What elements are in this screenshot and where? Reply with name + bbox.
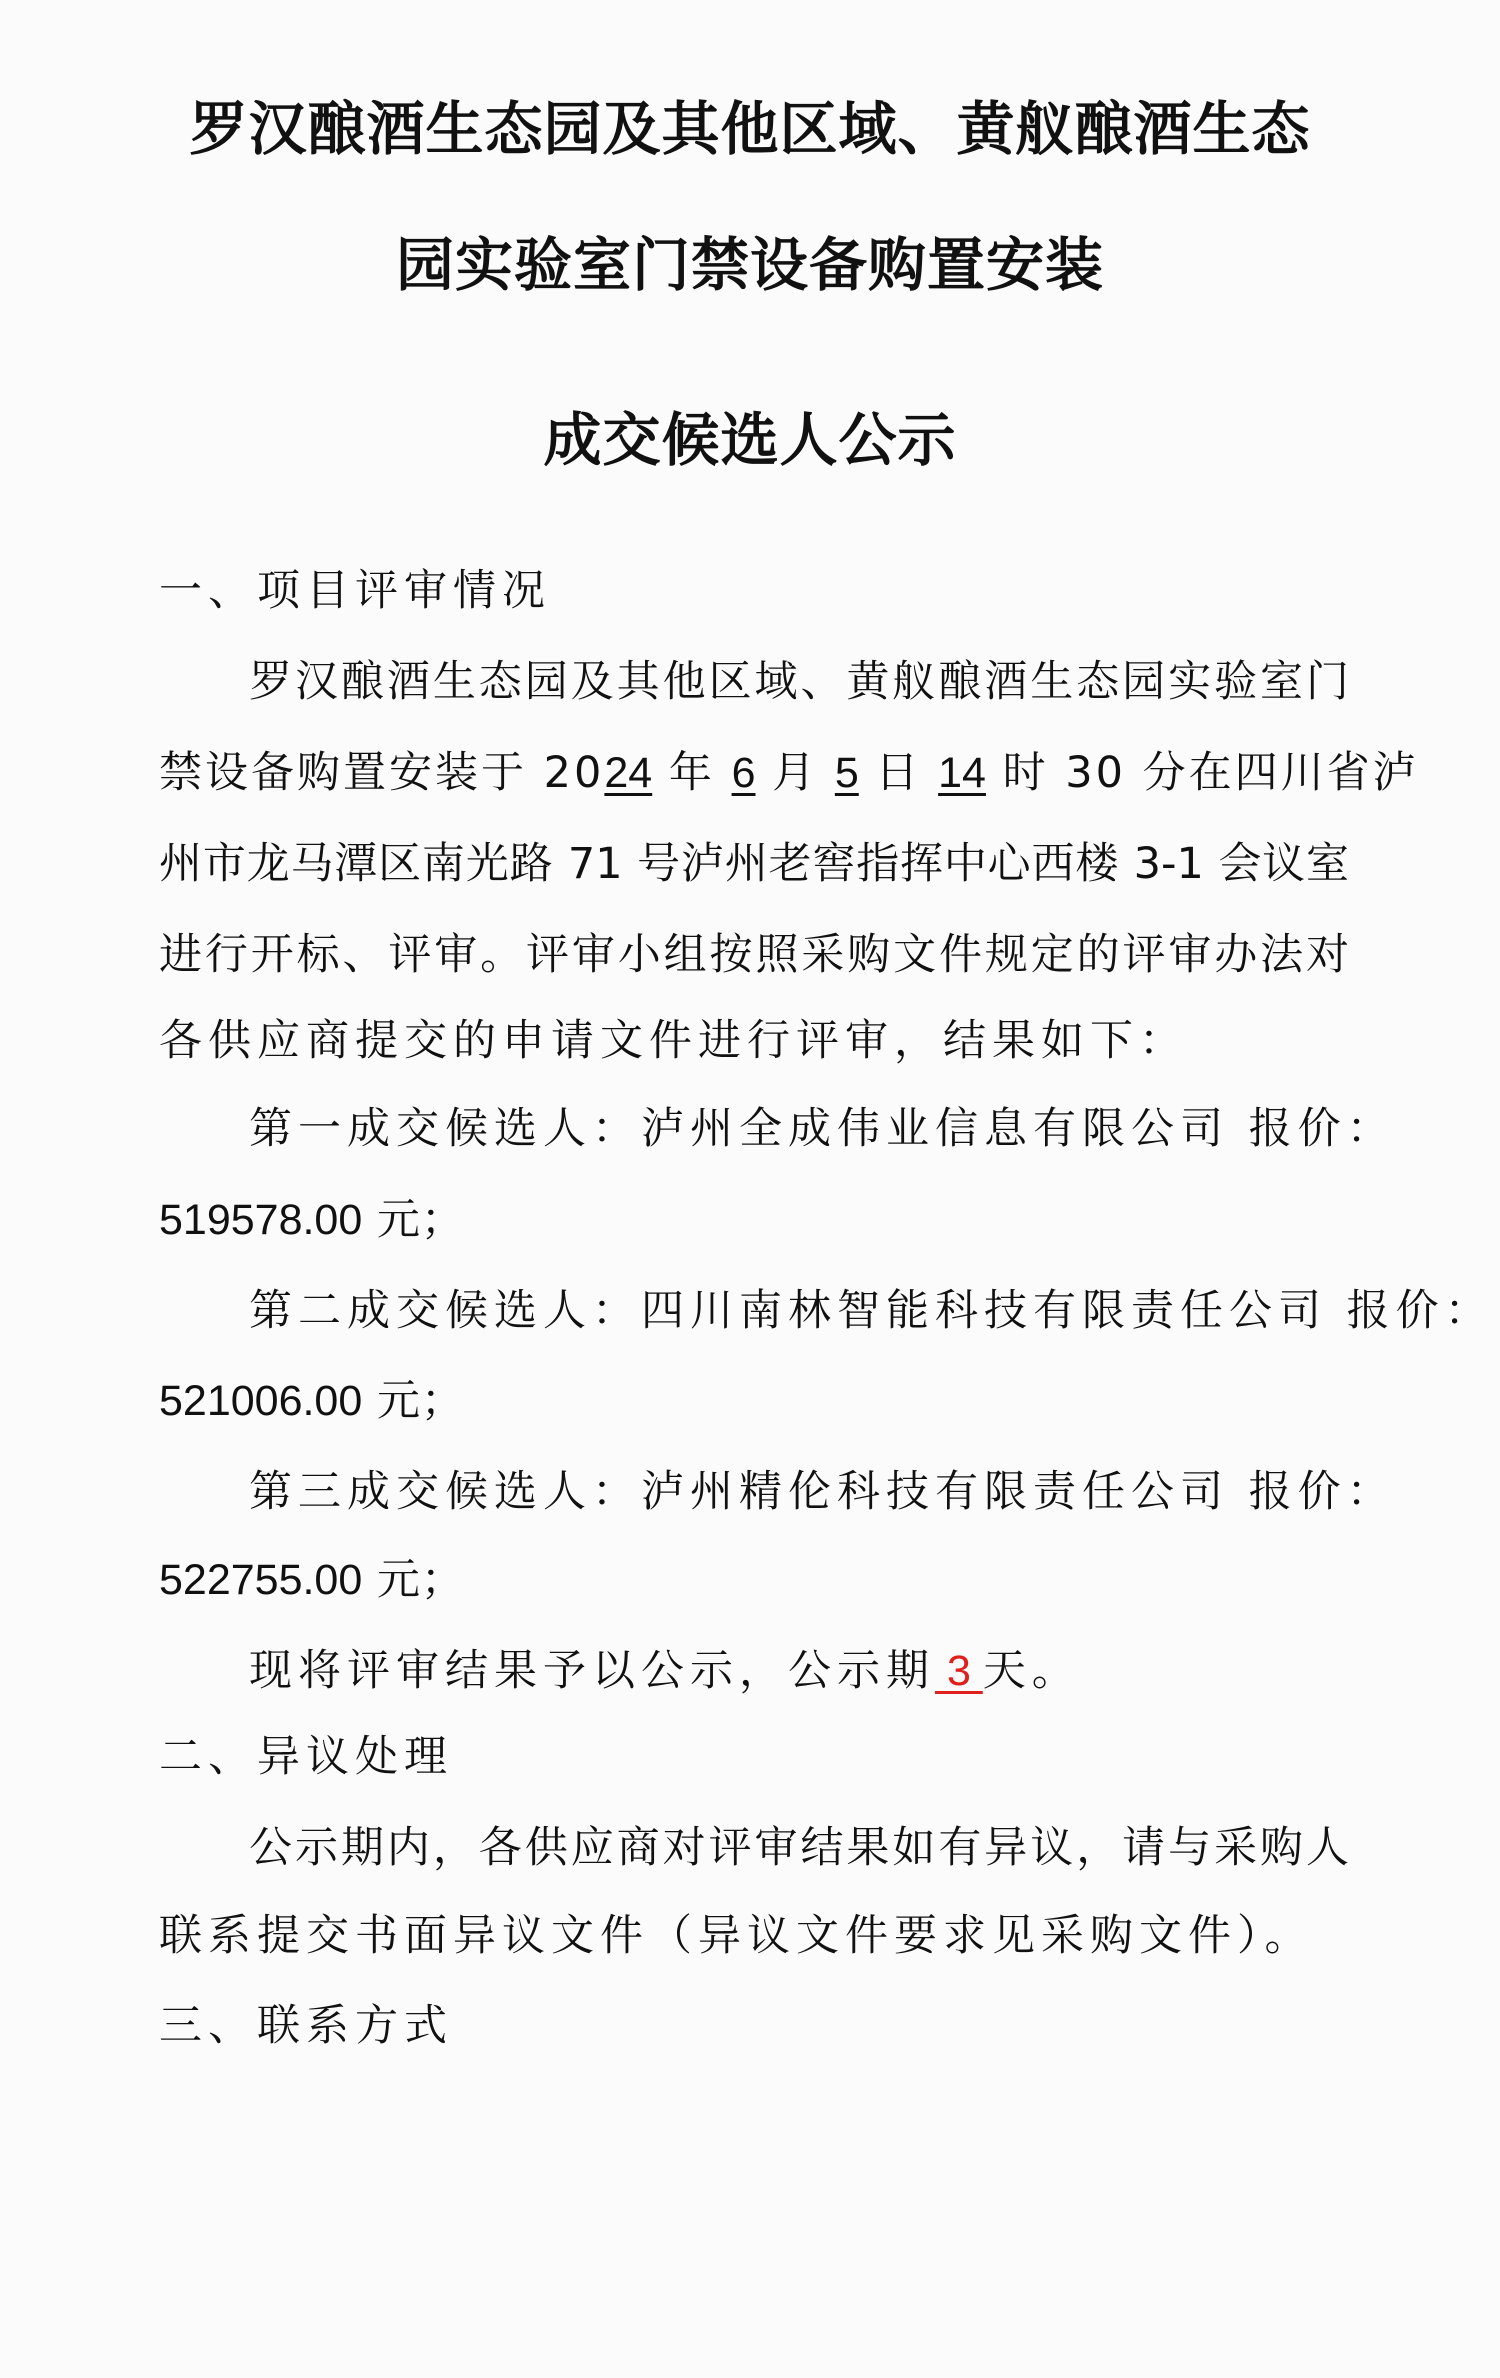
publicity-period-line	[249, 1641, 1349, 1701]
text: 禁设备购置安装于 20	[159, 748, 605, 798]
paragraph-line: 联系提交书面异议文件（异议文件要求见采购文件）。	[159, 1911, 1314, 1961]
title-line-1: 罗汉酿酒生态园及其他区域、黄舣酿酒生态	[189, 95, 1311, 163]
title-line-2: 园实验室门禁设备购置安装	[395, 231, 1104, 299]
year-underlined: 24	[604, 749, 653, 797]
candidate-company: 泸州精伦科技有限责任公司	[641, 1467, 1229, 1517]
section-3-heading: 三、联系方式	[159, 2001, 453, 2051]
price-unit: 元；	[376, 1195, 465, 1245]
section-1-heading: 一、项目评审情况	[159, 566, 551, 616]
candidate-line	[249, 1099, 1396, 1159]
paragraph-line: 罗汉酿酒生态园及其他区域、黄舣酿酒生态园实验室门	[249, 657, 1349, 707]
hour-underlined: 14	[938, 749, 986, 797]
paragraph-line: 各供应商提交的申请文件进行评审，结果如下：	[159, 1016, 1188, 1066]
candidate-price: 519578.00	[159, 1196, 363, 1244]
text: 时 30 分在四川省泸	[985, 748, 1419, 798]
price-label: 报价：	[1248, 1104, 1396, 1154]
paragraph-line	[159, 743, 1419, 803]
paragraph-line: 公示期内，各供应商对评审结果如有异议，请与采购人	[249, 1823, 1349, 1873]
paragraph-line: 州市龙马潭区南光路 71 号泸州老窖指挥中心西楼 3-1 会议室	[159, 839, 1349, 889]
price-unit: 元；	[376, 1376, 465, 1426]
month-underlined: 6	[731, 749, 756, 797]
text: 现将评审结果予以公示，公示期	[249, 1646, 935, 1696]
text: 月	[755, 748, 835, 798]
candidate-label: 第二成交候选人：	[249, 1286, 641, 1336]
title-line-3: 成交候选人公示	[543, 406, 957, 474]
candidate-company: 泸州全成伟业信息有限公司	[641, 1104, 1229, 1154]
candidate-price: 521006.00	[159, 1377, 363, 1425]
paragraph-line: 进行开标、评审。评审小组按照采购文件规定的评审办法对	[159, 930, 1349, 980]
candidate-price: 522755.00	[159, 1556, 363, 1604]
candidate-price-line	[159, 1190, 1349, 1250]
price-label: 报价：	[1346, 1286, 1494, 1336]
price-label: 报价：	[1248, 1467, 1396, 1517]
text: 天。	[982, 1646, 1081, 1696]
candidate-line	[249, 1281, 1494, 1341]
candidate-company: 四川南林智能科技有限责任公司	[641, 1286, 1327, 1336]
day-underlined: 5	[834, 749, 859, 797]
text: 日	[858, 748, 939, 798]
candidate-price-line	[159, 1371, 1349, 1431]
candidate-price-line	[159, 1550, 1349, 1610]
candidate-label: 第一成交候选人：	[249, 1104, 641, 1154]
text: 年	[652, 748, 732, 798]
price-unit: 元；	[376, 1555, 465, 1605]
candidate-label: 第三成交候选人：	[249, 1467, 641, 1517]
candidate-line	[249, 1462, 1396, 1522]
section-2-heading: 二、异议处理	[159, 1732, 453, 1782]
publicity-days: 3	[935, 1647, 983, 1695]
